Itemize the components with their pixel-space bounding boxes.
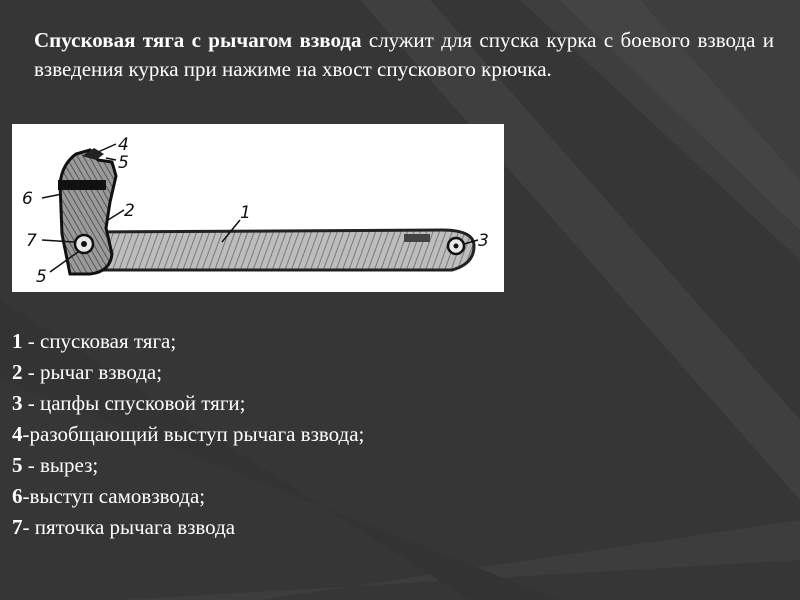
title-bold: Спусковая тяга с рычагом взвода (34, 28, 362, 52)
callout-7: 7 (26, 231, 37, 251)
legend-item (12, 419, 428, 450)
legend-number: 5 (12, 453, 23, 477)
callout-1: 1 (240, 203, 251, 223)
trigger-rod-drawing (12, 124, 504, 292)
slide-title (34, 26, 774, 84)
legend-number: 6 (12, 484, 23, 508)
legend-text: - цапфы спусковой тяги; (22, 391, 246, 415)
callout-2: 2 (124, 201, 135, 221)
self-cocking-ledge (58, 180, 106, 190)
legend-number: 7 (12, 515, 23, 539)
legend-text: - спусковая тяга; (22, 329, 177, 353)
title-rest: служит для спуска курка с боевого взвода и взведения курка при нажиме на хвост спускового крючка. (34, 28, 774, 81)
legend-text: -выступ самовзвода; (22, 484, 206, 508)
legend-text: -разобщающий выступ рычага взвода; (22, 422, 365, 446)
legend-number: 3 (12, 391, 23, 415)
legend-item (12, 357, 428, 388)
cocking-lever (60, 150, 116, 274)
legend-item (12, 388, 428, 419)
callout-3: 3 (478, 231, 489, 251)
callout-5-top: 5 (118, 153, 129, 173)
parts-legend (12, 326, 428, 543)
legend-number: 1 (12, 329, 23, 353)
legend-number: 2 (12, 360, 23, 384)
legend-item (12, 450, 428, 481)
trigger-rod-figure (12, 124, 504, 292)
callout-6: 6 (22, 189, 33, 209)
legend-item (12, 326, 428, 357)
callout-4: 4 (118, 135, 129, 155)
callout-5-bottom: 5 (36, 267, 47, 287)
legend-text: - рычаг взвода; (22, 360, 163, 384)
legend-number: 4 (12, 422, 23, 446)
legend-text: - пяточка рычага взвода (22, 515, 236, 539)
legend-item (12, 512, 428, 543)
legend-text: - вырез; (22, 453, 99, 477)
legend-item (12, 481, 428, 512)
